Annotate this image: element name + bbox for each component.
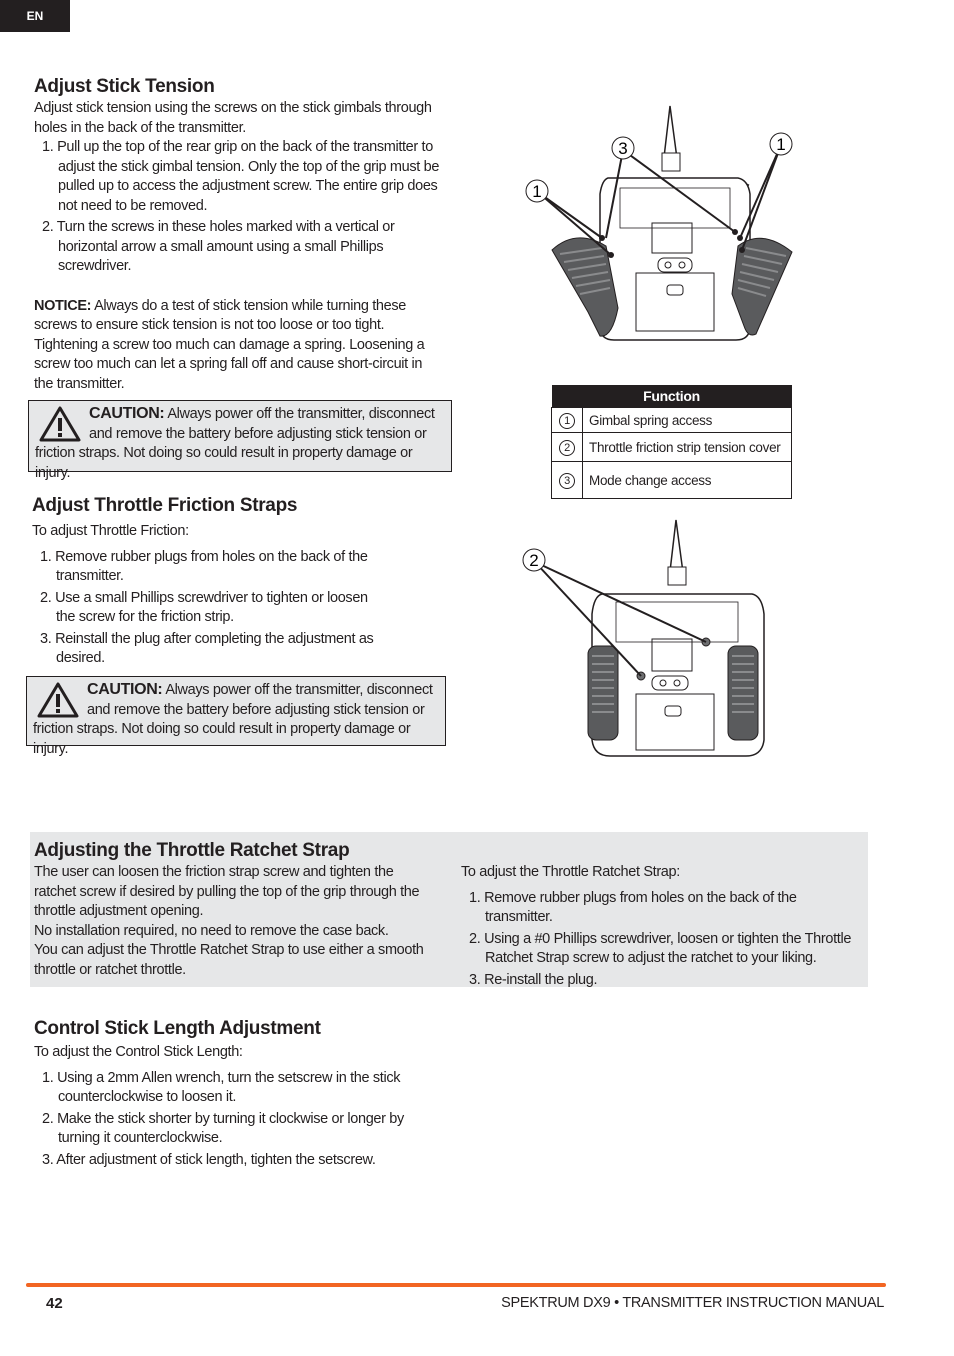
table-row [552, 408, 792, 433]
friction-step: 2. Use a small Phillips screwdriver to tighten or loosen the screw for the friction strip. [40, 589, 368, 625]
stick-tension-title: Adjust Stick Tension [34, 76, 215, 97]
caution-box [28, 400, 452, 481]
ratchet-paragraph: The user can loosen the friction strap screw and tighten the ratchet screw if desired by pulling the top of the grip through the throttle adjustment opening. [34, 864, 420, 919]
stick-tension-step: 2. Turn the screws in these holes marked with a vertical or horizontal arrow a small amount using a small Phillips screwdriver. [42, 219, 395, 274]
caution-label: CAUTION: [87, 681, 163, 698]
page-number: 42 [46, 1295, 63, 1312]
footer-accent-line [26, 1283, 886, 1287]
stick-length-step: 1. Using a 2mm Allen wrench, turn the setscrew in the stick counterclockwise to loosen it. [42, 1069, 401, 1105]
ratchet-step: 2. Using a #0 Phillips screwdriver, loosen or tighten the Throttle Ratchet Strap screw to adjust the ratchet to your liking. [469, 930, 852, 966]
function-label: Throttle friction strip tension cover [583, 433, 792, 462]
ratchet-title: Adjusting the Throttle Ratchet Strap [34, 840, 350, 861]
row-number-badge: 2 [559, 440, 575, 456]
caution-text: Always power off the transmitter, disconnect and remove the battery before adjusting stick tension or friction straps. Not doing so could result in property damage or injury. [33, 682, 433, 757]
ratchet-paragraph: No installation required, no need to remove the case back. [34, 922, 389, 939]
caution-text: Always power off the transmitter, disconnect and remove the battery before adjusting stick tension or friction straps. Not doing so could result in property damage or injury. [35, 406, 435, 481]
stick-length-step: 3. After adjustment of stick length, tighten the setscrew. [42, 1151, 376, 1168]
friction-step: 3. Reinstall the plug after completing the adjustment as desired. [40, 630, 374, 666]
ratchet-intro: To adjust the Throttle Ratchet Strap: [461, 864, 680, 880]
friction-straps-intro: To adjust Throttle Friction: [32, 523, 189, 539]
caution-box [26, 676, 446, 757]
function-table-header: Function [552, 385, 792, 408]
stick-length-title: Control Stick Length Adjustment [34, 1018, 321, 1039]
row-number-badge: 1 [559, 413, 575, 429]
stick-length-step: 2. Make the stick shorter by turning it clockwise or longer by turning it counterclockwise. [42, 1110, 404, 1146]
manual-title: SPEKTRUM DX9 • TRANSMITTER INSTRUCTION MANUAL [501, 1295, 884, 1311]
callout-3: 3 [618, 139, 628, 158]
notice-text: Always do a test of stick tension while turning these screws to ensure stick tension is not too loose or too tight. Tightening a screw too much can damage a spring. Loosening a screw too much can let a spring fall off and cause short-circuit in the transmitter. [34, 297, 425, 392]
friction-straps-title: Adjust Throttle Friction Straps [32, 495, 298, 516]
stick-tension-intro: Adjust stick tension using the screws on the stick gimbals through holes in the back of the transmitter. [34, 100, 432, 136]
friction-straps-section [32, 495, 452, 671]
notice-paragraph [34, 297, 444, 395]
language-tab: EN [0, 0, 70, 32]
warning-triangle-icon [37, 682, 79, 718]
transmitter-back-diagram-top [510, 98, 810, 350]
function-label: Mode change access [583, 462, 792, 499]
warning-triangle-icon [39, 406, 81, 442]
stick-tension-step: 1. Pull up the top of the rear grip on the back of the transmitter to adjust the stick gimbal tension. Only the top of the grip must be pulled up to access the adjustment screw. The entire grip does not need to be removed. [42, 139, 440, 214]
notice-label: NOTICE: [34, 297, 92, 314]
stick-length-intro: To adjust the Control Stick Length: [34, 1044, 243, 1060]
ratchet-step: 1. Remove rubber plugs from holes on the back of the transmitter. [469, 889, 797, 925]
ratchet-strap-section [30, 832, 868, 987]
stick-length-section [34, 1018, 424, 1172]
row-number-badge: 3 [559, 473, 575, 489]
friction-step: 1. Remove rubber plugs from holes on the back of the transmitter. [40, 548, 368, 584]
table-row [552, 462, 792, 499]
stick-tension-section [34, 76, 444, 394]
function-label: Gimbal spring access [583, 408, 792, 433]
callout-2: 2 [529, 551, 539, 570]
ratchet-paragraph: You can adjust the Throttle Ratchet Strap to use either a smooth throttle or ratchet throttle. [34, 942, 424, 978]
callout-1-left: 1 [532, 182, 542, 201]
caution-label: CAUTION: [89, 405, 165, 422]
ratchet-step: 3. Re-install the plug. [469, 971, 598, 988]
function-table [551, 385, 792, 499]
transmitter-back-diagram-bottom [510, 514, 790, 764]
callout-1-right: 1 [776, 135, 786, 154]
table-row [552, 433, 792, 462]
